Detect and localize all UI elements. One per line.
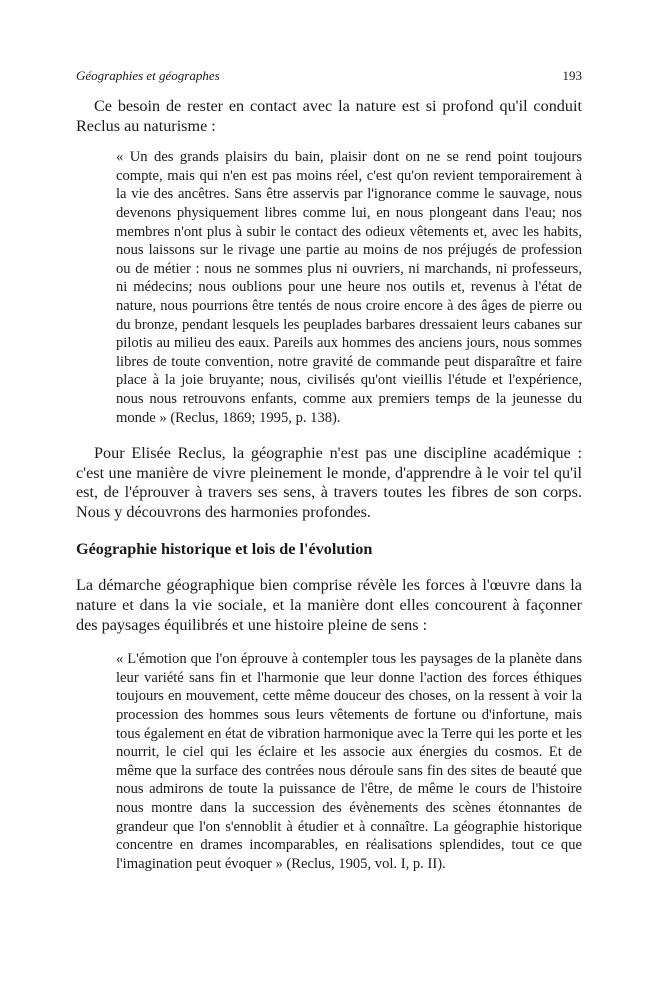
running-header — [76, 64, 582, 86]
blockquote-bath: « Un des grands plaisirs du bain, plaisir dont on ne se rend point toujours compte, mais qui n'en est pas moins réel, c'est qu'on revient temporairement à la vie des ancêtres. Sans être asservis par l'ignorance comme le sauvage, nous devenons physiquement libres comme lui, en nous plongeant dans l'eau; nos membres n'ont plus à subir le contact des odieux vêtements et, avec les habits, nous laissons sur le rivage une partie au moins de nos préjugés de profession ou de métier : nous ne sommes plus ni ouvriers, ni marchands, ni professeurs, ni médecins; nous oublions pour une heure nos outils et, revenus à l'état de nature, nous pourrions être tentés de nous croire encore à des âges de pierre ou du bronze, pendant lesquels les peuplades barbares dressaient leurs cabanes sur pilotis au milieu des eaux. Pareils aux hommes des anciens jours, nous sommes libres de toute convention, notre gravité de commande peut disparaître et faire place à la joie bruyante; nous, civilisés qu'ont vieillis l'étude et l'expérience, nous nous retrouvons enfants, comme aux premiers temps de la jeunesse du monde » (Reclus, 1869; 1995, p. 138). — [116, 149, 582, 426]
section-heading: Géographie historique et lois de l'évolution — [76, 540, 373, 559]
paragraph-geography-discipline: Pour Elisée Reclus, la géographie n'est pas une discipline académique : c'est une manière de vivre pleinement le monde, d'apprendre à le voir tel qu'il est, de l'éprouver à travers ses sens, à travers toutes les fibres de son corps. Nous y découvrons des harmonies profondes. — [76, 444, 582, 521]
blockquote-emotion: « L'émotion que l'on éprouve à contempler tous les paysages de la planète dans leur variété sans fin et l'harmonie que leur donne l'action des forces éthiques toujours en mouvement, cette même douceur des choses, on la ressent à voir la procession des hommes sous leurs vêtements de fortune ou d'infortune, mais tous également en état de vibration harmonique avec la Terre qui les porte et les nourrit, le ciel qui les éclaire et les associe aux énergies du cosmos. Et de même que la surface des contrées nous déroule sans fin des sites de beauté que nous admirons de toute la puissance de l'être, de même le cours de l'histoire nous montre dans la succession des évènements des scènes étonnantes de grandeur que l'on s'ennoblit à étudier et à connaître. La géographie historique concentre en drames incomparables, en réalisations splendides, tout ce que l'imagination peut évoquer » (Reclus, 1905, vol. I, p. II). — [116, 651, 582, 872]
running-title: Géographies et géographes — [76, 68, 220, 83]
paragraph-geographic-approach: La démarche géographique bien comprise révèle les forces à l'œuvre dans la nature et dans la vie sociale, et la manière dont elles concourent à façonner des paysages équilibrés et une histoire pleine de sens : — [76, 576, 582, 634]
paragraph-naturism-intro: Ce besoin de rester en contact avec la nature est si profond qu'il conduit Reclus au naturisme : — [76, 97, 582, 135]
page-number: 193 — [562, 68, 582, 83]
book-page — [76, 64, 582, 873]
